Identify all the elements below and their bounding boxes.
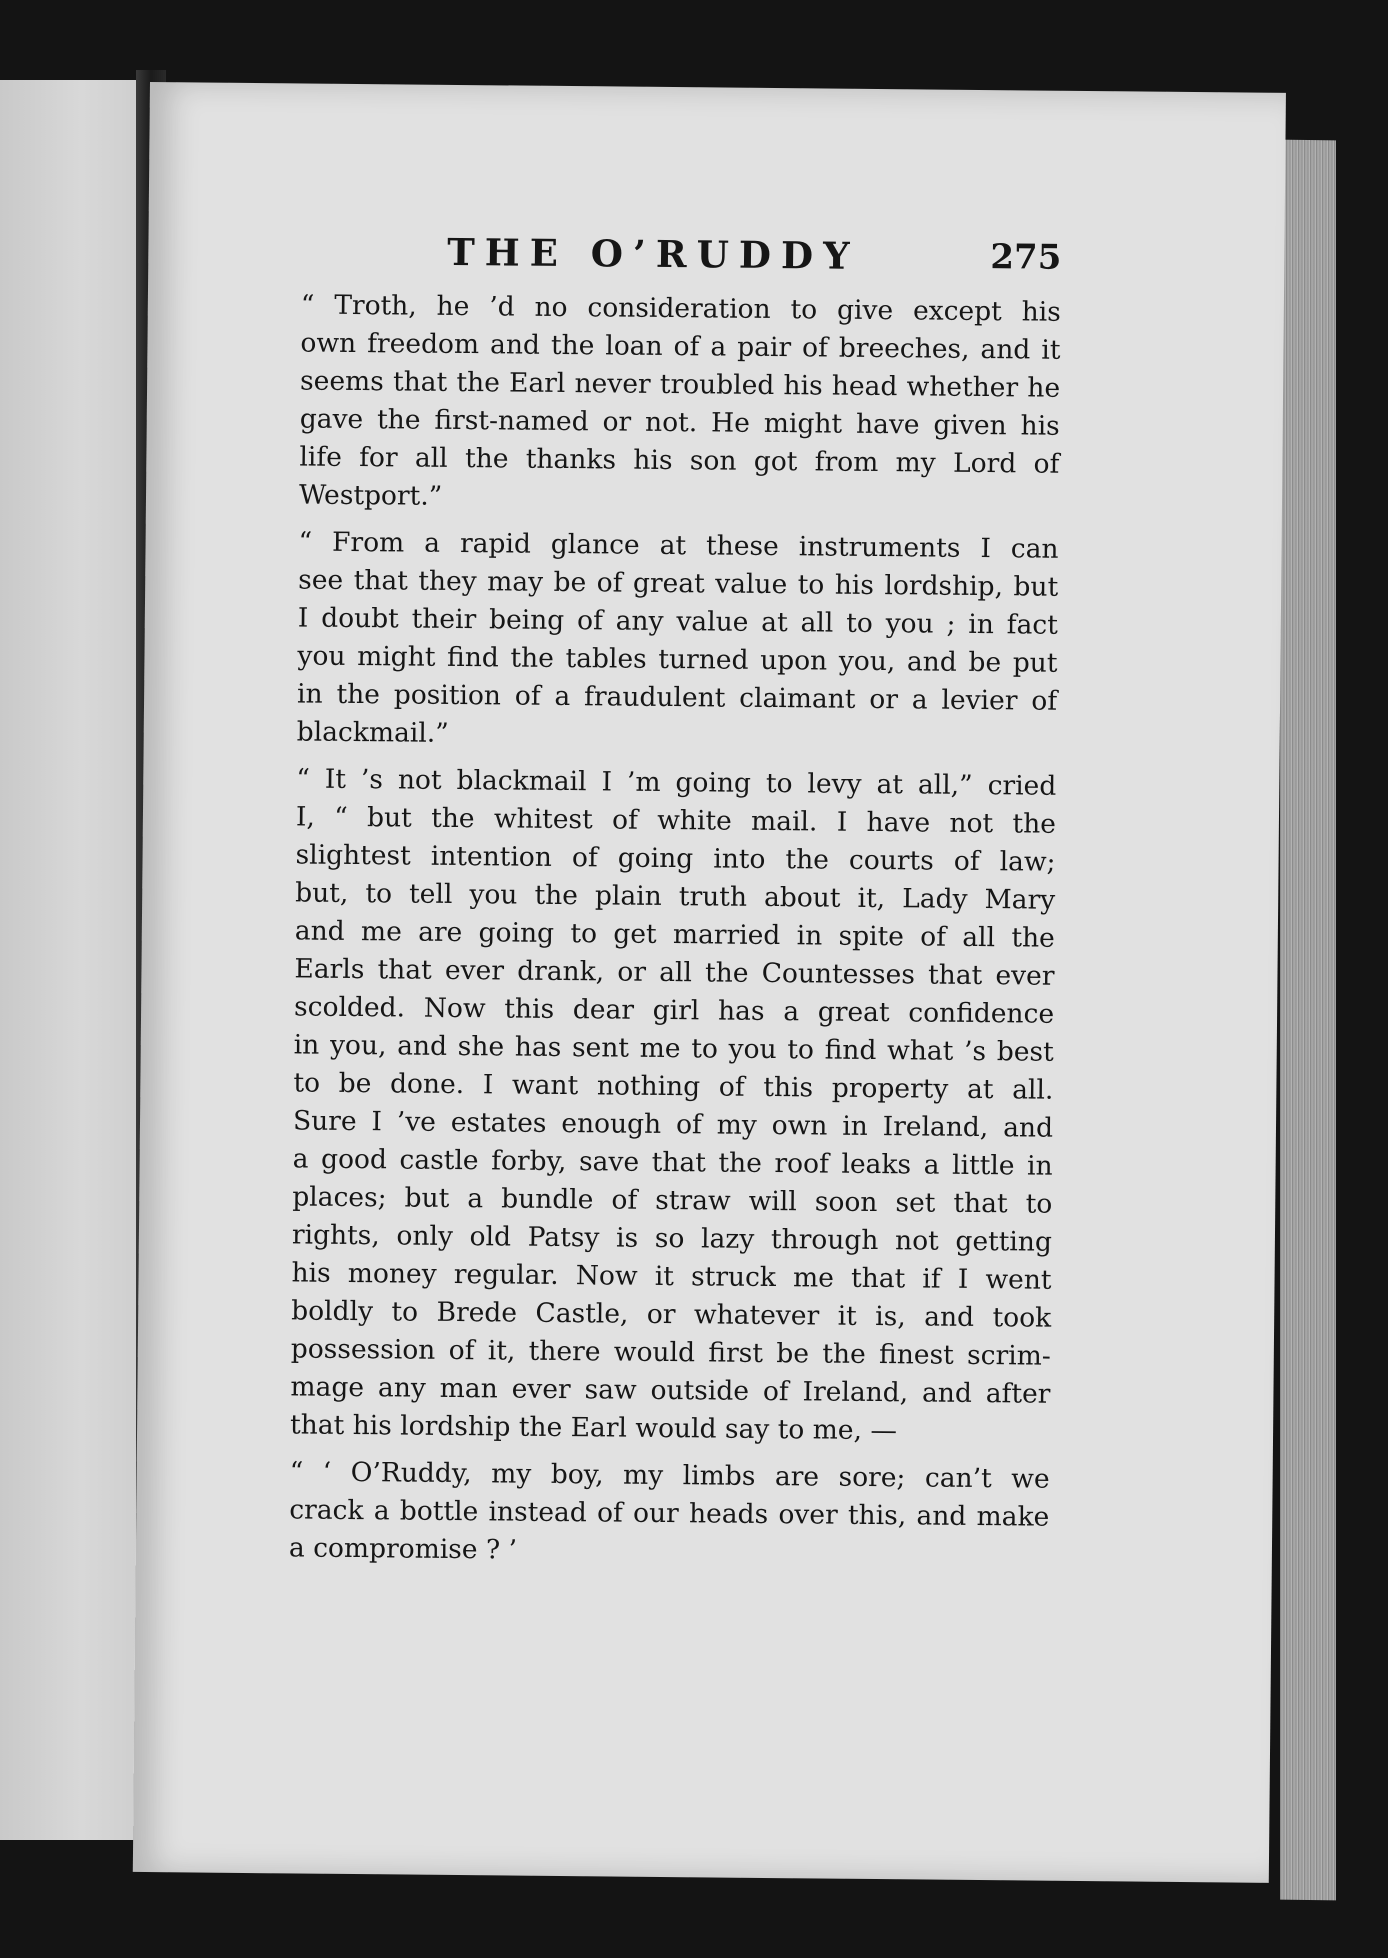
text-line: “ Troth, he ’d no consideration to give except his	[300, 289, 1061, 328]
text-line: you might find the tables turned upon you, and be put	[297, 640, 1058, 679]
text-line: see that they may be of great value to his lordship, but	[298, 564, 1059, 603]
paragraph	[261, 286, 1061, 522]
running-head	[263, 228, 1061, 290]
paragraph	[252, 760, 1057, 1452]
running-title: THE O’RUDDY	[447, 229, 860, 278]
text-line: Sure I ’ve estates enough of my own in Ireland, and	[292, 1105, 1054, 1144]
text-line: and me are going to get married in spite of all the	[294, 915, 1055, 954]
page-text-block	[251, 228, 1062, 1584]
text-line: seems that the Earl never troubled his head whether he	[299, 365, 1061, 404]
text-line: I doubt their being of any value at all to you ; in fact	[297, 602, 1058, 641]
text-line: his money regular. Now it struck me that if I went	[291, 1257, 1052, 1296]
text-line: rights, only old Patsy is so lazy through not getting	[291, 1219, 1053, 1258]
text-line: blackmail.”	[296, 716, 449, 749]
text-line: a compromise ? ’	[288, 1532, 518, 1566]
page-stack-edge	[1280, 140, 1336, 1901]
text-line: “ ‘ O’Ruddy, my boy, my limbs are sore; can’t we	[289, 1456, 1050, 1495]
text-line: Earls that ever drank, or all the Countesses that ever	[294, 953, 1055, 992]
paragraph	[259, 523, 1059, 759]
facing-page-edge	[0, 80, 136, 1840]
text-line: own freedom and the loan of a pair of breeches, and it	[300, 327, 1061, 366]
text-line: I, “ but the whitest of white mail. I have not the	[295, 801, 1057, 840]
text-line: “ It ’s not blackmail I ’m going to levy at all,” cried	[296, 763, 1057, 802]
text-line: crack a bottle instead of our heads over this, and make	[289, 1494, 1050, 1533]
book-page	[133, 82, 1286, 1883]
page-number: 275	[990, 237, 1062, 278]
text-line: but, to tell you the plain truth about it, Lady Mary	[295, 877, 1056, 916]
text-line: possession of it, there would first be the finest scrim-	[290, 1333, 1051, 1372]
text-line: in you, and she has sent me to you to find what ’s best	[293, 1029, 1054, 1068]
text-line: Westport.”	[298, 479, 443, 512]
text-line: places; but a bundle of straw will soon set that to	[292, 1181, 1053, 1220]
text-line: scolded. Now this dear girl has a great confidence	[293, 991, 1055, 1030]
text-line: in the position of a fraudulent claimant or a levier of	[296, 678, 1058, 717]
text-line: boldly to Brede Castle, or whatever it is, and took	[291, 1295, 1052, 1334]
text-line: gave the first-named or not. He might have given his	[299, 403, 1060, 442]
text-line: mage any man ever saw outside of Ireland, and after	[290, 1371, 1051, 1410]
paragraph	[251, 1453, 1050, 1575]
text-line: slightest intention of going into the courts of law;	[295, 839, 1056, 878]
text-line: “ From a rapid glance at these instruments I can	[298, 526, 1059, 565]
text-line: a good castle forby, save that the roof leaks a little in	[292, 1143, 1053, 1182]
text-line: that his lordship the Earl would say to me, —	[289, 1409, 898, 1447]
text-line: to be done. I want nothing of this property at all.	[293, 1067, 1054, 1106]
text-line: life for all the thanks his son got from my Lord of	[299, 441, 1060, 480]
